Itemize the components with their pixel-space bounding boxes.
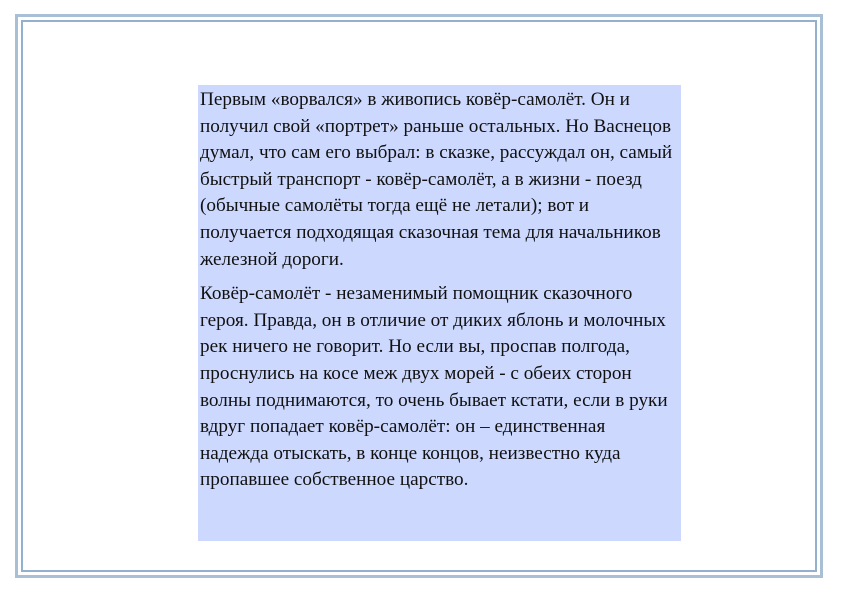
paragraph-2: Ковёр-самолёт - незаменимый помощник сказочного героя. Правда, он в отличие от диких яблонь и молочных рек ничего не говорит. Но если вы, проспав полгода, проснулись на косе меж двух морей - с обеих сторон волны поднимаются, то очень бывает кстати, если в руки вдруг попадает ковёр-самолёт: он – единственная надежда отыскать, в конце концов, неизвестно куда пропавшее собственное царство. <box>200 283 668 491</box>
text-box <box>198 85 681 541</box>
paragraph-1: Первым «ворвался» в живопись ковёр-самолёт. Он и получил свой «портрет» раньше остальных. Но Васнецов думал, что сам его выбрал: в сказке, рассуждал он, самый быстрый транспорт - ковёр-самолёт, а в жизни - поезд (обычные самолёты тогда ещё не летали); вот и получается подходящая сказочная тема для начальников железной дороги. <box>200 89 673 270</box>
